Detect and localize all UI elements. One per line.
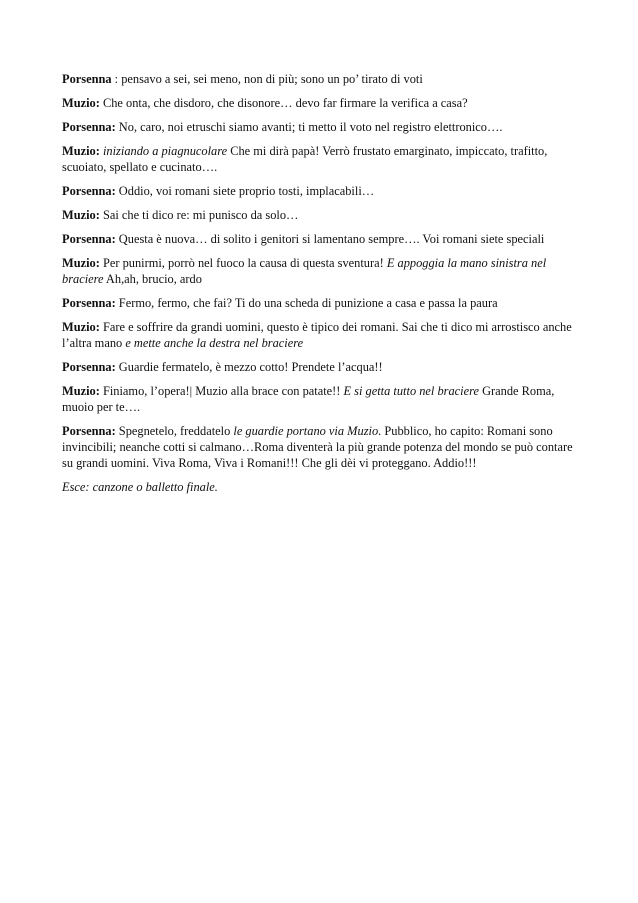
speaker-name: Muzio:	[62, 256, 100, 270]
dialogue-text: Che onta, che disdoro, che disonore… devo far firmare la verifica a casa?	[99, 96, 468, 110]
dialogue-paragraph	[62, 295, 582, 311]
dialogue-text: Per punirmi, porrò nel fuoco la causa di questa sventura!	[99, 256, 387, 270]
dialogue-text: Ah,ah, brucio, ardo	[103, 272, 202, 286]
speaker-name: Muzio:	[62, 384, 100, 398]
stage-direction: e mette anche la destra nel braciere	[125, 336, 304, 350]
speaker-name: Porsenna:	[62, 296, 116, 310]
speaker-name: Porsenna	[62, 72, 112, 86]
speaker-name: Muzio:	[62, 144, 100, 158]
stage-direction: Esce: canzone o balletto finale.	[62, 480, 218, 494]
dialogue-paragraph	[62, 143, 582, 175]
dialogue-paragraph	[62, 119, 582, 135]
stage-direction: E si getta tutto nel braciere	[343, 384, 479, 398]
dialogue-text: Che mi dirà papà! Verrò frustato emarginato, impiccato, trafitto, scuoiato, spellato e cucinato….	[62, 144, 548, 174]
dialogue-paragraph	[62, 319, 582, 351]
stage-direction: le guardie portano via Muzio	[233, 424, 379, 438]
stage-direction: iniziando a piagnucolare	[102, 144, 228, 158]
dialogue-text: No, caro, noi etruschi siamo avanti; ti metto il voto nel registro elettronico….	[115, 120, 503, 134]
dialogue-paragraph	[62, 207, 582, 223]
speaker-name: Muzio:	[62, 208, 100, 222]
script-dialogue	[62, 71, 582, 503]
dialogue-text: Spegnetelo, freddatelo	[115, 424, 234, 438]
stage-direction: E appoggia la mano sinistra nel braciere	[62, 256, 547, 286]
dialogue-text: . Pubblico, ho capito: Romani sono invincibili; neanche cotti si calmano…Roma diventerà la più grande potenza del mondo se può contare su grandi uomini. Viva Roma, Viva i Romani!!! Che gli dèi vi proteggano. Addio!!!	[62, 424, 573, 470]
dialogue-paragraph	[62, 95, 582, 111]
dialogue-paragraph	[62, 183, 582, 199]
dialogue-paragraph	[62, 423, 582, 471]
dialogue-text: Grande Roma, muoio per te….	[62, 384, 555, 414]
dialogue-paragraph	[62, 255, 582, 287]
dialogue-text: Guardie fermatelo, è mezzo cotto! Prendete l’acqua!!	[115, 360, 383, 374]
dialogue-text: Sai che ti dico re: mi punisco da solo…	[99, 208, 299, 222]
dialogue-paragraph	[62, 383, 582, 415]
dialogue-text: Oddio, voi romani siete proprio tosti, implacabili…	[115, 184, 375, 198]
dialogue-text: Fare e soffrire da grandi uomini, questo è tipico dei romani. Sai che ti dico mi arrostisco anche l’altra mano	[62, 320, 572, 350]
dialogue-text: : pensavo a sei, sei meno, non di più; sono un po’ tirato di voti	[111, 72, 423, 86]
speaker-name: Porsenna:	[62, 184, 116, 198]
speaker-name: Muzio:	[62, 96, 100, 110]
dialogue-paragraph	[62, 231, 582, 247]
speaker-name: Porsenna:	[62, 360, 116, 374]
dialogue-paragraph	[62, 359, 582, 375]
speaker-name: Porsenna:	[62, 120, 116, 134]
speaker-name: Muzio:	[62, 320, 100, 334]
dialogue-text: Questa è nuova… di solito i genitori si lamentano sempre…. Voi romani siete speciali	[115, 232, 545, 246]
dialogue-paragraph	[62, 71, 582, 87]
dialogue-text: Fermo, fermo, che fai? Ti do una scheda di punizione a casa e passa la paura	[115, 296, 498, 310]
dialogue-text: Finiamo, l’opera!| Muzio alla brace con patate!!	[99, 384, 344, 398]
speaker-name: Porsenna:	[62, 424, 116, 438]
dialogue-paragraph	[62, 479, 582, 495]
speaker-name: Porsenna:	[62, 232, 116, 246]
